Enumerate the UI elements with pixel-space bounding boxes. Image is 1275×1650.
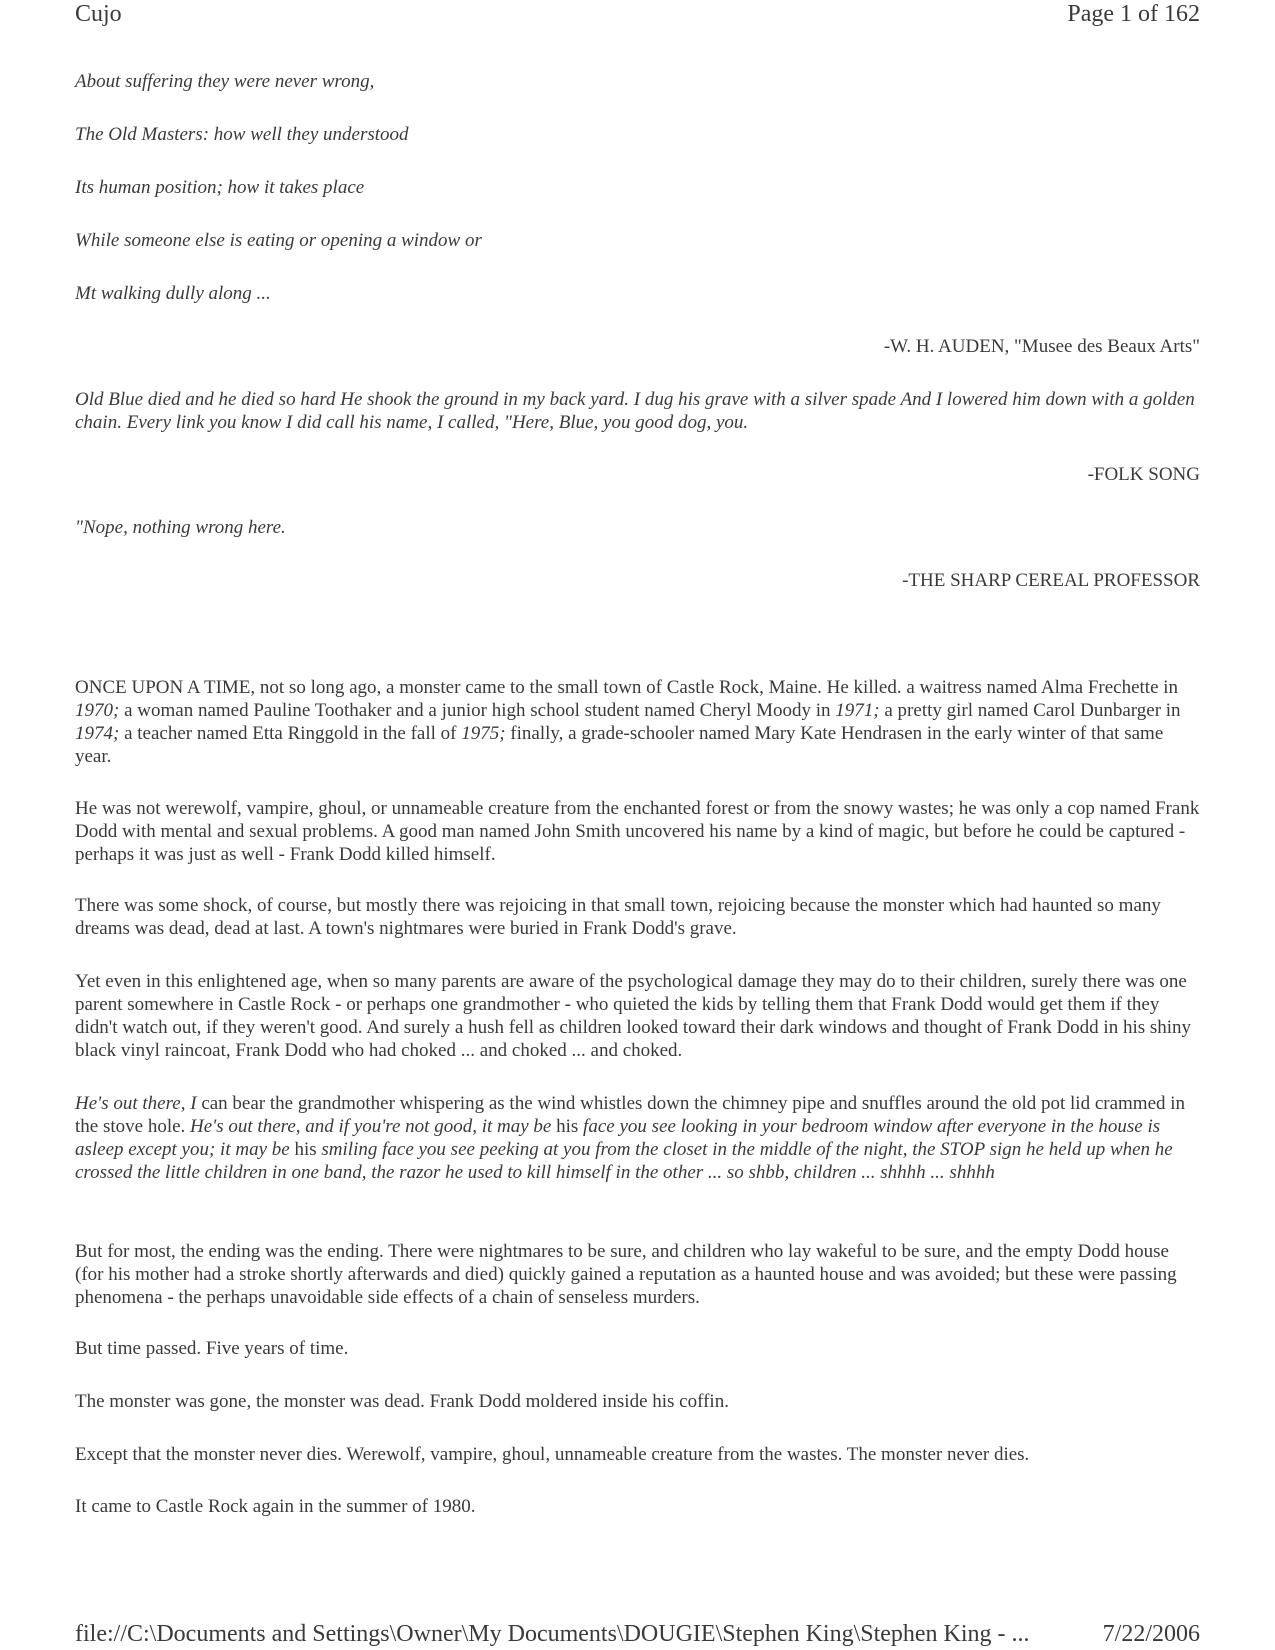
poem-line: About suffering they were never wrong, bbox=[75, 71, 375, 92]
poem-line: While someone else is eating or opening a window or bbox=[75, 230, 482, 251]
epigraph-attribution: -W. H. AUDEN, "Musee des Beaux Arts" bbox=[883, 336, 1200, 357]
poem-line: Mt walking dully along ... bbox=[75, 283, 271, 304]
paragraph: He's out there, I can bear the grandmother whispering as the wind whistles down the chimney pipe and snuffles around the old pot lid crammed in the stove hole. He's out there, and if you're not good, it may be his face you see looking in your bedroom window after everyone in the house is asleep except you; it may be his smiling face you see peeking at you from the closet in the middle of the night, the STOP sign he held up when he crossed the little children in one band, the razor he used to kill himself in the other ... so shbb, children ... shhhh ... shhhh bbox=[75, 1093, 1186, 1183]
document-title: Cujo bbox=[75, 1, 122, 27]
paragraph: But for most, the ending was the ending. There were nightmares to be sure, and children who lay wakeful to be sure, and the empty Dodd house (for his mother had a stroke shortly afterwards and died) quickly gained a reputation as a haunted house and was avoided; but these were passing phenomena - the perhaps unavoidable side effects of a chain of senseless murders. bbox=[75, 1241, 1177, 1308]
paragraph: ONCE UPON A TIME, not so long ago, a monster came to the small town of Castle Rock, Maine. He killed. a waitress named Alma Frechette in 1970; a woman named Pauline Toothaker and a junior high school student named Cheryl Moody in 1971; a pretty girl named Carol Dunbarger in 1974; a teacher named Etta Ringgold in the fall of 1975; finally, a grade-schooler named Mary Kate Hendrasen in the early winter of that same year. bbox=[75, 677, 1181, 767]
epigraph-text: "Nope, nothing wrong here. bbox=[75, 517, 286, 538]
paragraph: The monster was gone, the monster was dead. Frank Dodd moldered inside his coffin. bbox=[75, 1391, 729, 1412]
paragraph: Yet even in this enlightened age, when so many parents are aware of the psychological damage they may do to their children, surely there was one parent somewhere in Castle Rock - or perhaps one grandmother - who quieted the kids by telling them that Frank Dodd would get them if they didn't watch out, if they weren't good. And surely a hush fell as children looked toward their dark windows and thought of Frank Dodd in his shiny black vinyl raincoat, Frank Dodd who had choked ... and choked ... and choked. bbox=[75, 971, 1192, 1061]
page-header bbox=[75, 0, 1200, 30]
paragraph: But time passed. Five years of time. bbox=[75, 1338, 349, 1359]
epigraph-text: Old Blue died and he died so hard He shook the ground in my back yard. I dug his grave with a silver spade And I lowered him down with a golden chain. Every link you know I did call his name, I called, "Here, Blue, you good dog, you. bbox=[75, 389, 1195, 433]
paragraph: There was some shock, of course, but mostly there was rejoicing in that small town, rejoicing because the monster which had haunted so many dreams was dead, dead at last. A town's nightmares were buried in Frank Dodd's grave. bbox=[75, 895, 1161, 939]
paragraph: It came to Castle Rock again in the summer of 1980. bbox=[75, 1496, 476, 1517]
print-date: 7/22/2006 bbox=[1102, 1621, 1200, 1647]
poem-line: Its human position; how it takes place bbox=[75, 177, 365, 198]
poem-line: The Old Masters: how well they understood bbox=[75, 124, 409, 145]
page-footer bbox=[75, 1620, 1200, 1650]
paragraph: Except that the monster never dies. Werewolf, vampire, ghoul, unnameable creature from the wastes. The monster never dies. bbox=[75, 1444, 1030, 1465]
epigraph-attribution: -THE SHARP CEREAL PROFESSOR bbox=[902, 570, 1200, 591]
file-path: file://C:\Documents and Settings\Owner\My Documents\DOUGIE\Stephen King\Stephen King - ... bbox=[75, 1621, 1030, 1647]
paragraph: He was not werewolf, vampire, ghoul, or unnameable creature from the enchanted forest or from the snowy wastes; he was only a cop named Frank Dodd with mental and sexual problems. A good man named John Smith uncovered his name by a kind of magic, but before he could be captured - perhaps it was just as well - Frank Dodd killed himself. bbox=[75, 798, 1200, 865]
epigraph-attribution: -FOLK SONG bbox=[1087, 464, 1200, 485]
page-number: Page 1 of 162 bbox=[1067, 1, 1200, 27]
